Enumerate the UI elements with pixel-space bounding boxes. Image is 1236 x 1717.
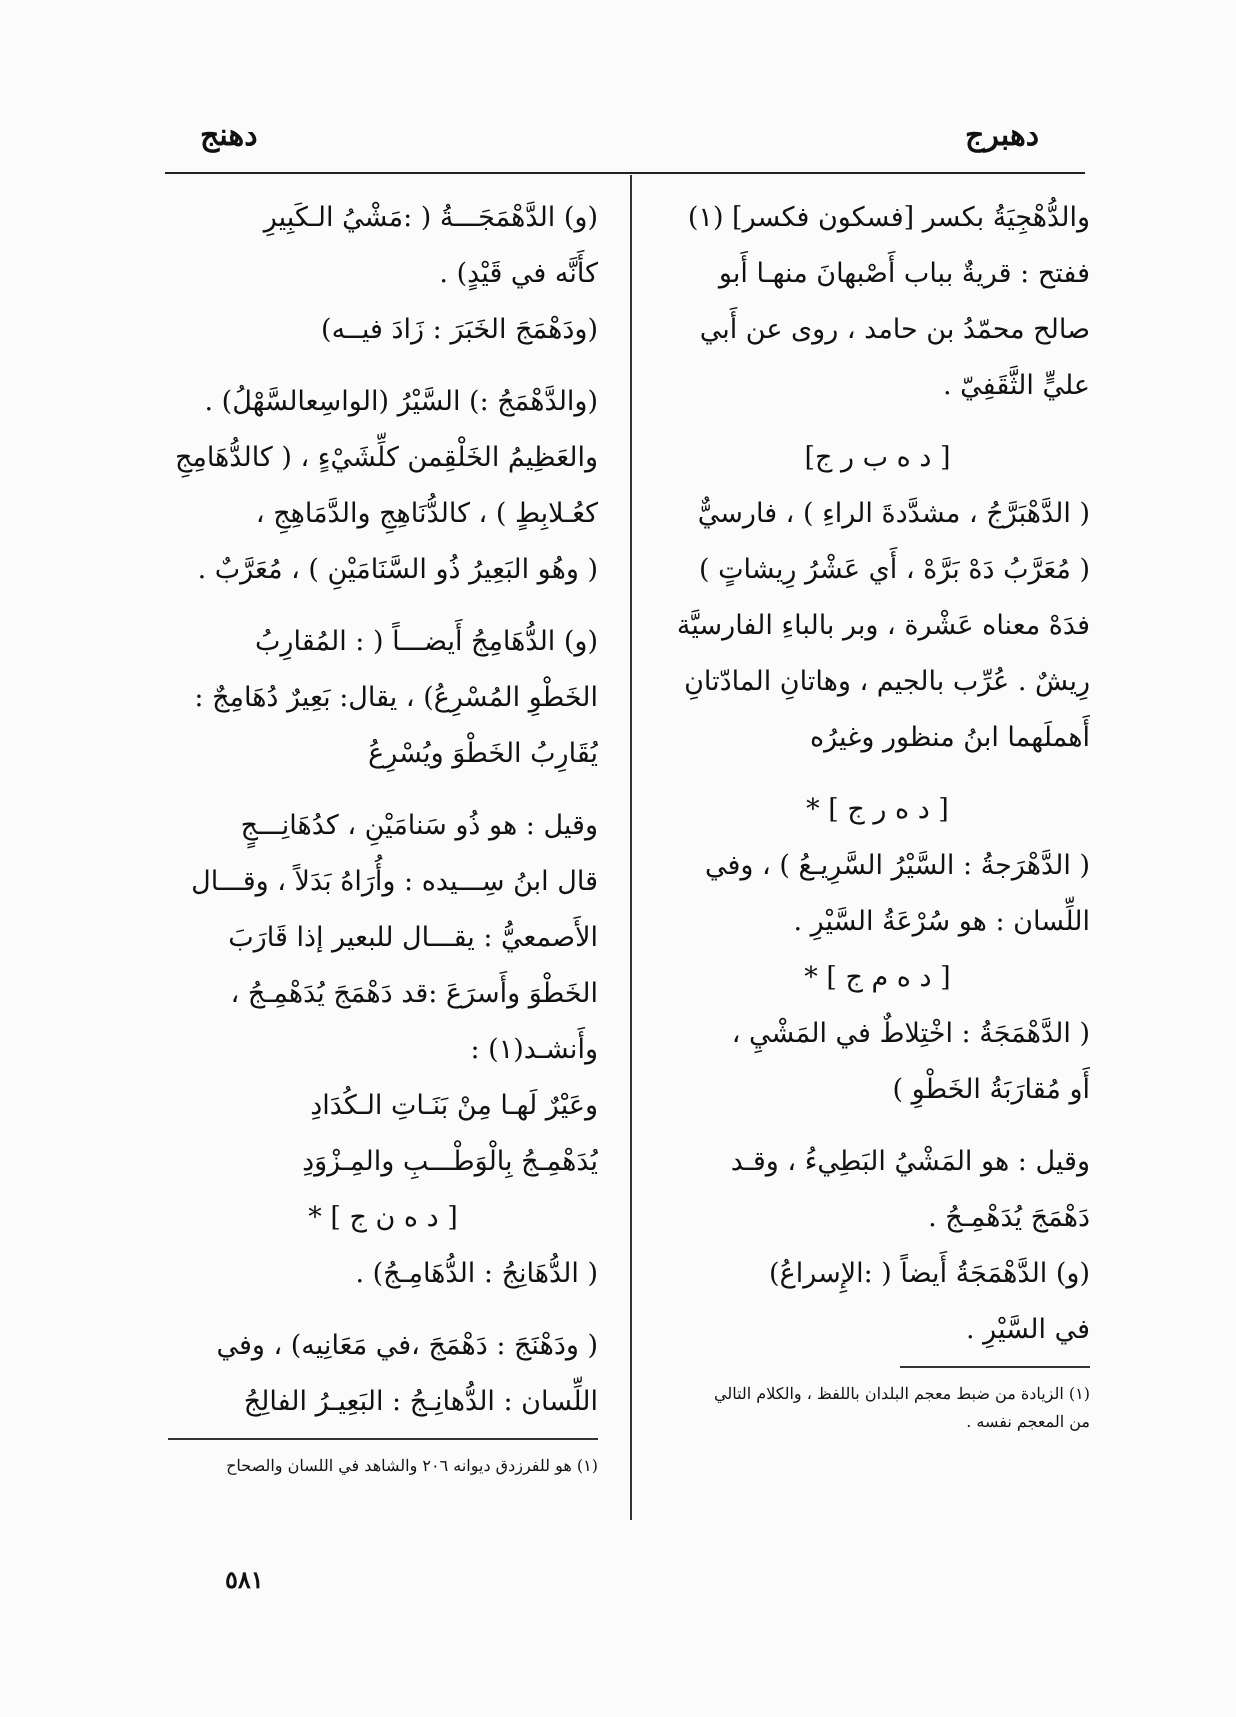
entry-line: والعَظِيمُ الخَلْقِمن كلِّشَيْءٍ ، ( كالدُّهَامِجِ xyxy=(174,442,598,473)
entry-line: أَهملَهما ابنُ منظور وغيرُه xyxy=(810,722,1090,753)
running-header-left: دهنج xyxy=(200,118,258,153)
entry-line: ( الدَّهْمَجَةُ : اخْتِلاطٌ في المَشْيِ ، xyxy=(731,1018,1090,1049)
entry-line: رِيشٌ . عُرِّب بالجيم ، وهاتانِ المادّتانِ xyxy=(684,666,1090,697)
spacer xyxy=(665,1118,1090,1134)
entry-line: يُقَارِبُ الخَطْوَ ويُسْرِعُ xyxy=(368,738,598,769)
entry-line: وقيل : هو المَشْيُ البَطِيءُ ، وقـد xyxy=(730,1146,1090,1177)
header-rule xyxy=(165,172,1085,174)
entry-line: (و) الدَّهْمَجَةُ أَيضاً ( :الإِسراعُ) xyxy=(769,1258,1090,1289)
poetry-line: وعَيْرٌ لَهـا مِنْ بَنَـاتِ الـكُدَادِ xyxy=(310,1090,598,1121)
entry-line: ( ودَهْنَجَ : دَهْمَجَ ،في مَعَانِيه) ، وفي xyxy=(216,1330,598,1361)
left-column xyxy=(168,190,598,1480)
entry-line: ففتح : قريةٌ بباب أَصْبهانَ منهـا أَبو xyxy=(718,258,1090,289)
entry-line: ( الدَّهْبَرَّجُ ، مشدَّدةَ الراءِ ) ، فارسيٌّ xyxy=(697,498,1090,529)
entry-line: وقيل : هو ذُو سَنامَيْنِ ، كدُهَانِـــجٍ xyxy=(240,810,598,841)
entry-line: الأَصمعيُّ : يقـــال للبعير إذا قَارَبَ xyxy=(228,922,598,953)
entry-line: فدَهْ معناه عَشْرة ، وبر بالباءِ الفارسيَّة xyxy=(676,610,1090,641)
entry-line: ( وهُو البَعِيرُ ذُو السَّنَامَيْنِ ) ، مُعَرَّبٌ . xyxy=(197,554,598,585)
spacer xyxy=(168,358,598,374)
root-heading: [ د ه ر ج ] * xyxy=(806,794,949,825)
footnote-line: (١) الزيادة من ضبط معجم البلدان باللفظ ، والكلام التالي xyxy=(713,1384,1090,1403)
entry-line: عليٍّ الثَّقَفِيّ . xyxy=(943,370,1090,401)
spacer xyxy=(168,598,598,614)
root-heading: [ د ه م ج ] * xyxy=(804,962,951,993)
footnote-line: من المعجم نفسه . xyxy=(966,1412,1090,1431)
entry-line: الخَطْوَ وأَسرَعَ :قد دَهْمَجَ يُدَهْمِـجُ ، xyxy=(230,978,598,1009)
entry-line: ( مُعَرَّبُ دَهْ بَرَّهْ ، أَي عَشْرُ رِيشاتٍ ) xyxy=(699,554,1090,585)
footnote-rule xyxy=(168,1438,598,1440)
entry-line: ( الدَّهْرَجةُ : السَّيْرُ السَّرِيـعُ ) ، وفي xyxy=(705,850,1090,881)
entry-line: دَهْمَجَ يُدَهْمِـجُ . xyxy=(928,1202,1090,1233)
spacer xyxy=(665,414,1090,430)
column-divider xyxy=(630,175,632,1520)
footnote-rule xyxy=(900,1366,1090,1368)
entry-line: (والدَّهْمَجُ :) السَّيْرُ (الواسِعالسَّهْلُ) . xyxy=(204,386,598,417)
root-heading: [ د ه ن ج ] * xyxy=(308,1202,458,1233)
entry-line: أَو مُقارَبَةُ الخَطْوِ ) xyxy=(892,1074,1090,1105)
entry-line: اللِّسان : الدُّهانِـجُ : البَعِيـرُ الفالِجُ xyxy=(243,1386,598,1417)
entry-line: وأَنشـد(١) : xyxy=(470,1034,598,1065)
entry-line: قال ابنُ سِـــيده : وأُرَاهُ بَدَلاً ، وقـــال xyxy=(191,866,598,897)
entry-line: (ودَهْمَجَ الخَبَرَ : زَادَ فيــه) xyxy=(321,314,598,345)
entry-line: (و) الدُّهَامِجُ أَيضـــاً ( : المُقارِبُ xyxy=(255,626,598,657)
page-number: ٥٨١ xyxy=(225,1565,264,1594)
entry-line: ( الدُّهَانِجُ : الدُّهَامِـجُ) . xyxy=(355,1258,598,1289)
spacer xyxy=(168,782,598,798)
poetry-line: يُدَهْمِـجُ بِالْوَطْـــبِ والمِـزْوَدِ xyxy=(302,1146,598,1177)
footnote-line: (١) هو للفرزدق ديوانه ٢٠٦ والشاهد في اللسان والصحاح xyxy=(226,1456,598,1475)
entry-line: صالح محمّدُ بن حامد ، روى عن أَبي xyxy=(699,314,1090,345)
entry-line: في السَّيْرِ . xyxy=(965,1314,1090,1345)
entry-line: كعُـلابِطٍ ) ، كالدُّنَاهِجِ والدَّمَاهِجِ ، xyxy=(255,498,598,529)
entry-line: والدُّهْجِيَةُ بكسر [فسكون فكسر] (١) xyxy=(687,202,1090,233)
right-column xyxy=(665,190,1090,1436)
root-heading: [ د ه ب ر ج] xyxy=(804,442,951,473)
entry-line: اللِّسان : هو سُرْعَةُ السَّيْرِ . xyxy=(793,906,1090,937)
entry-line: الخَطْوِ المُسْرِعُ) ، يقال: بَعِيرٌ دُهَامِجٌ : xyxy=(194,682,598,713)
entry-line: (و) الدَّهْمَجَـــةُ ( :مَشْيُ الـكَبِيرِ xyxy=(263,202,598,233)
entry-line: كأَنَّه في قَيْدٍ) . xyxy=(439,258,598,289)
spacer xyxy=(665,766,1090,782)
running-header-right: دهبرج xyxy=(965,118,1040,153)
spacer xyxy=(168,1302,598,1318)
